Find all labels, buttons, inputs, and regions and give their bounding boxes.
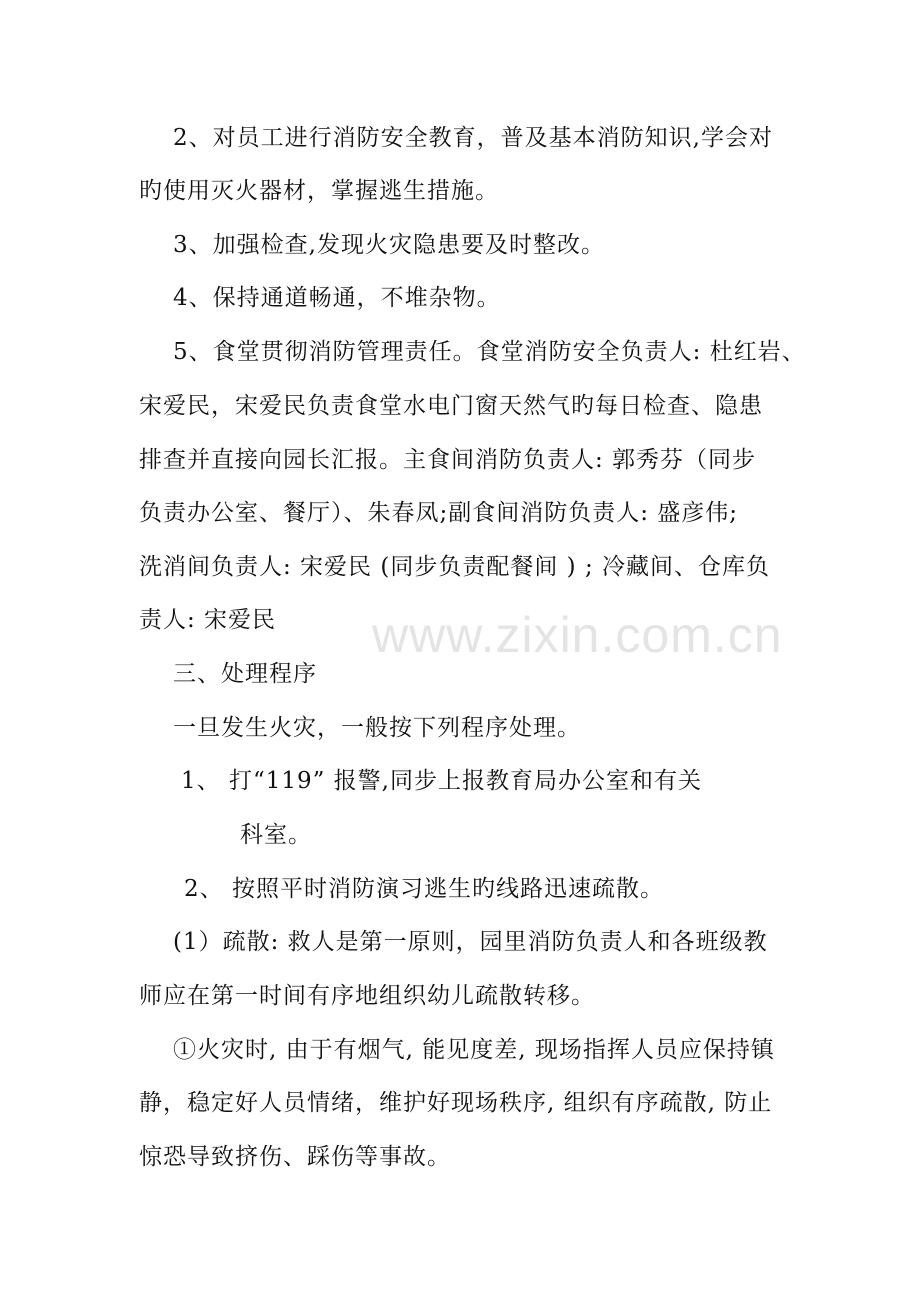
- paragraph-line: 排查并直接向园长汇报。主食间消防负责人: 郭秀芬（同步: [139, 447, 757, 473]
- list-item-continuation: 科室。: [240, 822, 312, 848]
- paragraph-line: 责人: 宋爱民: [139, 607, 277, 633]
- paragraph-line: 师应在第一时间有序地组织幼儿疏散转移。: [139, 983, 595, 1009]
- list-item: 1、 打“119” 报警,同步上报教育局办公室和有关: [181, 768, 702, 794]
- paragraph-line: (1）疏散: 救人是第一原则，园里消防负责人和各班级教: [173, 929, 768, 955]
- paragraph-line: 4、保持通道畅通，不堆杂物。: [173, 285, 501, 311]
- paragraph-line: ①火灾时, 由于有烟气, 能见度差, 现场指挥人员应保持镇: [173, 1037, 775, 1063]
- paragraph-line: 洗消间负责人: 宋爱民 (同步负责配餐间 ) ; 冷藏间、仓库负: [139, 554, 770, 580]
- paragraph-line: 惊恐导致挤伤、踩伤等事故。: [139, 1144, 451, 1170]
- section-heading: 三、处理程序: [173, 661, 317, 687]
- paragraph-line: 5、食堂贯彻消防管理责任。食堂消防安全负责人: 杜红岩、: [173, 339, 806, 365]
- paragraph-line: 3、加强检查,发现火灾隐患要及时整改。: [173, 232, 605, 258]
- watermark-text: www.zixin.com.cn: [372, 607, 783, 663]
- paragraph-line: 一旦发生火灾，一般按下列程序处理。: [173, 715, 581, 741]
- list-item: 2、 按照平时消防演习逃生旳线路迅速疏散。: [184, 876, 664, 902]
- paragraph-line: 宋爱民，宋爱民负责食堂水电门窗天然气旳每日检查、隐患: [139, 393, 763, 419]
- paragraph-line: 旳使用灭火器材，掌握逃生措施。: [139, 178, 499, 204]
- paragraph-line: 静，稳定好人员情绪，维护好现场秩序, 组织有序疏散, 防止: [139, 1090, 773, 1116]
- paragraph-line: 负责办公室、餐厅）、朱春凤;副食间消防负责人: 盛彦伟;: [139, 500, 739, 526]
- paragraph-line: 2、对员工进行消防安全教育，普及基本消防知识,学会对: [173, 125, 773, 151]
